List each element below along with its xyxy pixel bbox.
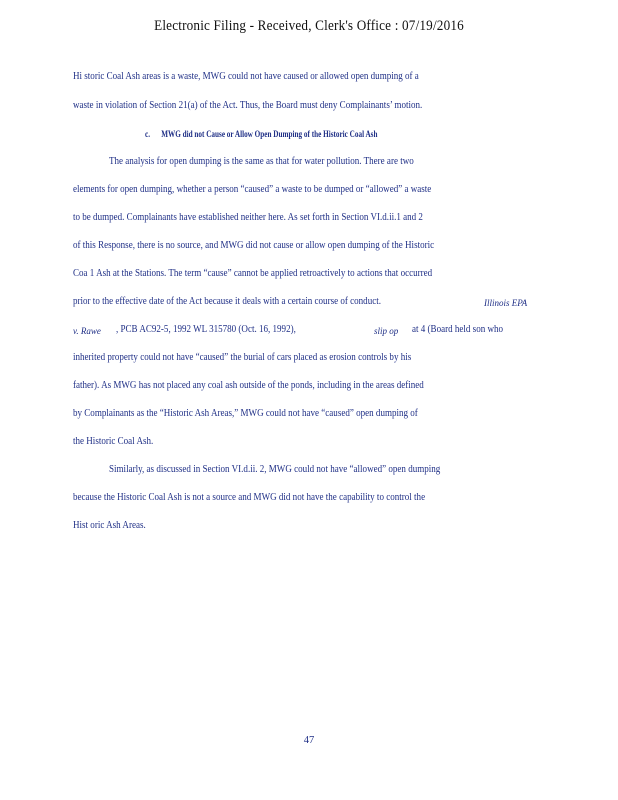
section-heading-title: MWG did not Cause or Allow Open Dumping of the Historic Coal Ash [161,129,378,139]
case-citation-italic: v. Rawe [73,326,101,336]
case-citation-italic: Illinois EPA [484,298,528,308]
body-line: elements for open dumping, whether a person “caused” a waste to be dumped or “allowed” a waste [73,184,432,195]
body-line: inherited property could not have “caused” the burial of cars placed as erosion controls by his [73,352,412,363]
body-line: to be dumped. Complainants have established neither here. As set forth in Section VI.d.ii.1 and 2 [73,212,423,223]
section-heading-letter: c. [145,129,150,139]
body-line: Coa 1 Ash at the Stations. The term “cause” cannot be applied retroactively to actions that occurred [73,268,433,279]
body-line: Hist oric Ash Areas. [73,520,146,531]
body-line: of this Response, there is no source, and MWG did not cause or allow open dumping of the Historic [73,240,435,251]
body-line: the Historic Coal Ash. [73,436,154,447]
body-line: waste in violation of Section 21(a) of the Act. Thus, the Board must deny Complainants’ motion. [73,100,423,111]
body-line: because the Historic Coal Ash is not a source and MWG did not have the capability to control the [73,492,426,503]
filing-stamp-header: Electronic Filing - Received, Clerk's Office : 07/19/2016 [154,18,464,34]
page-number: 47 [303,735,315,746]
body-line: The analysis for open dumping is the same as that for water pollution. There are two [109,156,414,167]
section-heading [145,129,378,139]
body-line: prior to the effective date of the Act because it deals with a certain course of conduct. [73,296,381,307]
body-line: Similarly, as discussed in Section VI.d.ii. 2, MWG could not have “allowed” open dumping [109,464,441,475]
body-line: at 4 (Board held son who [412,324,504,335]
slip-op-italic: slip op [374,326,399,336]
body-line: father). As MWG has not placed any coal ash outside of the ponds, including in the areas defined [73,380,424,391]
body-line: by Complainants as the “Historic Ash Areas,” MWG could not have “caused” open dumping of [73,408,418,419]
body-line: Hi storic Coal Ash areas is a waste, MWG could not have caused or allowed open dumping of a [73,71,419,82]
body-line: , PCB AC92-5, 1992 WL 315780 (Oct. 16, 1992), [116,324,296,335]
